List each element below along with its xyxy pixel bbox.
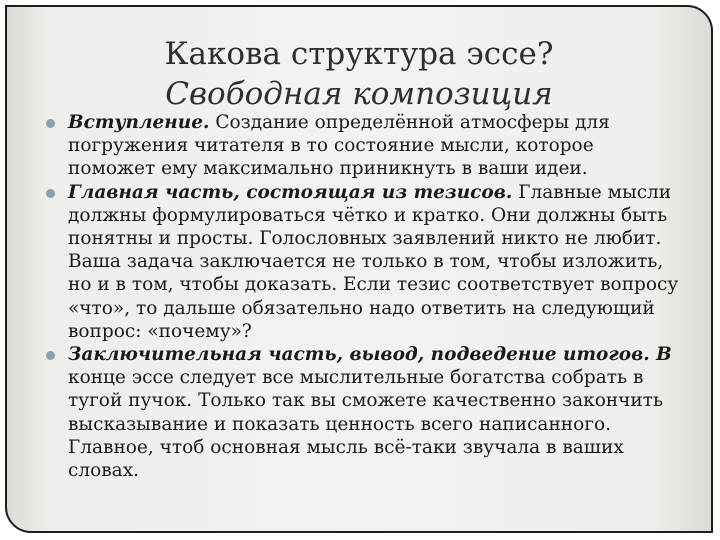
list-item-intro — [29, 111, 685, 181]
bullet-icon — [46, 189, 55, 198]
list-item-conclusion — [29, 343, 685, 482]
title-line-1: Какова структура эссе? — [164, 35, 554, 72]
title-line-2: Свободная композиция — [165, 75, 553, 112]
slide-title — [47, 34, 671, 114]
item-lead: Вступление. — [68, 112, 210, 133]
item-lead: Заключительная часть, вывод, подведение итогов. В — [68, 344, 672, 366]
bullet-list — [29, 111, 685, 482]
item-lead: Главная часть, состоящая из тезисов. — [68, 181, 513, 203]
item-text: конце эссе следует все мыслительные богатства собрать в тугой пучок. Только так вы сможете качественно закончить высказывание и показать ценность всего написанного. Главное, чтоб основная мысль всё-таки звучала в ваших словах. — [68, 367, 664, 482]
item-text: Главные мысли должны формулироваться чётко и кратко. Они должны быть понятны и просты. Голословных заявлений никто не любит. Ваша задача заключается не только в том, чтобы изложить, но и в том, чтобы доказать. Если тезис соответствует вопросу «что», то дальше обязательно надо ответить на следующий вопрос: «почему»? — [68, 181, 679, 342]
bullet-icon — [46, 119, 55, 128]
item-text: Создание определённой атмосферы для погружения читателя в то состояние мысли, которое поможет ему максимально приникнуть в ваши идеи. — [68, 112, 610, 180]
slide — [5, 5, 713, 533]
bullet-icon — [46, 351, 55, 360]
list-item-main — [29, 181, 685, 343]
